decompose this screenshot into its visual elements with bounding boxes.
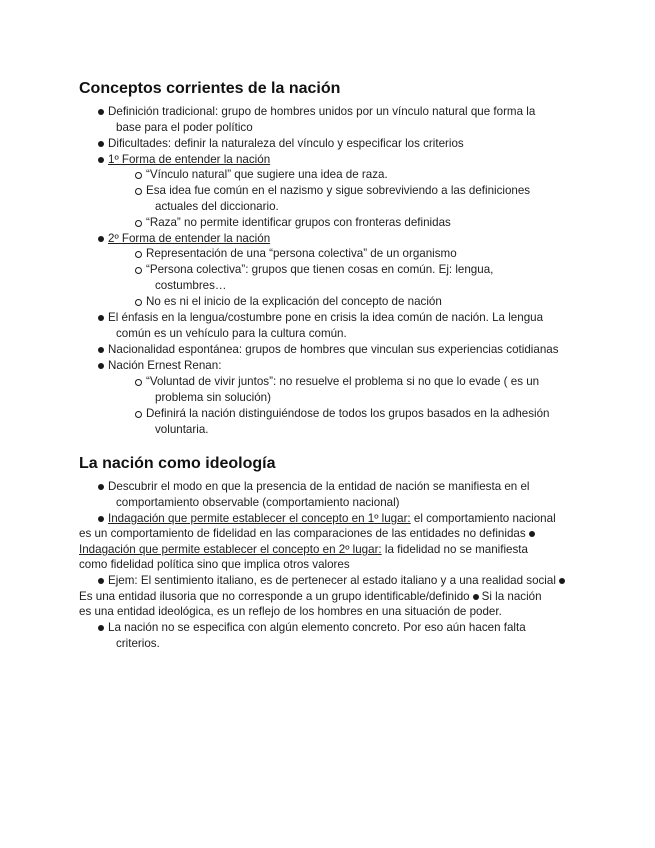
sub-item-definira-line1: Definirá la nación distinguiéndose de todos los grupos basados en la adhesión [146, 407, 550, 420]
bullet-icon [529, 531, 535, 537]
circle-bullet-icon [135, 267, 142, 274]
list-item-descubrir-line1: Descubrir el modo en que la presencia de la entidad de nación se manifiesta en el [108, 480, 530, 493]
circle-bullet-icon [135, 411, 142, 418]
sub-item-voluntad-line2: problema sin solución) [155, 391, 271, 404]
list-item-enfasis-line1: El énfasis en la lengua/costumbre pone en crisis la idea común de nación. La lengua [108, 311, 544, 324]
sub-item-raza: “Raza” no permite identificar grupos con fronteras definidas [146, 216, 451, 229]
ilusoria-text: Es una entidad ilusoria que no corresponde a un grupo identificable/definido [79, 590, 470, 603]
bullet-icon [98, 236, 104, 242]
list-item-indagacion2-line2: como fidelidad política sino que implica otros valores [79, 558, 350, 571]
list-item-ejem-line3: es una entidad ideológica, es un reflejo de los hombres en una situación de poder. [79, 605, 502, 618]
bullet-icon [98, 625, 104, 631]
circle-bullet-icon [135, 379, 142, 386]
list-item-renan: Nación Ernest Renan: [108, 359, 222, 372]
list-item-definicion-line2: base para el poder político [116, 121, 253, 134]
bullet-icon [98, 578, 104, 584]
bullet-icon [559, 578, 565, 584]
bullet-icon [98, 109, 104, 115]
bullet-icon [98, 347, 104, 353]
bullet-icon [98, 363, 104, 369]
list-item-ejem-line1 [108, 573, 568, 588]
sub-item-nazismo-line1: Esa idea fue común en el nazismo y sigue sobreviviendo a las definiciones [146, 184, 531, 197]
list-item-nacionalidad: Nacionalidad espontánea: grupos de hombres que vinculan sus experiencias cotidianas [108, 343, 559, 356]
bullet-icon [98, 315, 104, 321]
sub-item-representacion: Representación de una “persona colectiva” de un organismo [146, 247, 457, 260]
circle-bullet-icon [135, 251, 142, 258]
list-item-enfasis-line2: común es un vehículo para la cultura común. [116, 327, 347, 340]
list-item-forma2: 2º Forma de entender la nación [108, 232, 271, 245]
sub-item-voluntad-line1: “Voluntad de vivir juntos”: no resuelve el problema si no que lo evade ( es un [146, 375, 540, 388]
bullet-icon [98, 516, 104, 522]
ejem-text: Ejem: El sentimiento italiano, es de pertenecer al estado italiano y a una realidad social [108, 574, 556, 587]
circle-bullet-icon [135, 220, 142, 227]
sub-item-vinculo: “Vínculo natural” que sugiere una idea de raza. [146, 168, 388, 181]
si-la-nacion-text: Si la nación [481, 590, 542, 603]
indagacion2-text: la fidelidad no se manifiesta [381, 543, 528, 556]
section-heading-ideologia: La nación como ideología [79, 455, 276, 472]
circle-bullet-icon [135, 188, 142, 195]
indagacion1-text-line2: es un comportamiento de fidelidad en las comparaciones de las entidades no definidas [79, 527, 526, 540]
indagacion2-label: Indagación que permite establecer el concepto en 2º lugar: [79, 543, 382, 556]
circle-bullet-icon [135, 172, 142, 179]
list-item-ejem-line2 [79, 589, 542, 604]
circle-bullet-icon [135, 299, 142, 306]
sub-item-no-es-inicio: No es ni el inicio de la explicación del concepto de nación [146, 295, 442, 308]
section-heading-conceptos: Conceptos corrientes de la nación [79, 80, 341, 97]
list-item-descubrir-line2: comportamiento observable (comportamiento nacional) [116, 496, 400, 509]
list-item-forma1: 1º Forma de entender la nación [108, 153, 271, 166]
list-item-concreto-line2: criterios. [116, 637, 160, 650]
sub-item-nazismo-line2: actuales del diccionario. [155, 200, 279, 213]
list-item-concreto-line1: La nación no se especifica con algún elemento concreto. Por eso aún hacen falta [108, 621, 526, 634]
bullet-icon [473, 594, 479, 600]
indagacion1-text: el comportamiento nacional [410, 512, 556, 525]
list-item-definicion-line1: Definición tradicional: grupo de hombres unidos por un vínculo natural que forma la [108, 105, 536, 118]
sub-item-persona-colectiva-line2: costumbres… [155, 279, 227, 292]
indagacion1-label: Indagación que permite establecer el concepto en 1º lugar: [108, 512, 411, 525]
list-item-indagacion2-line1 [79, 542, 528, 557]
bullet-icon [98, 141, 104, 147]
list-item-dificultades: Dificultades: definir la naturaleza del vínculo y especificar los criterios [108, 137, 464, 150]
list-item-indagacion1-line1 [108, 511, 556, 526]
list-item-indagacion1-line2 [79, 526, 538, 541]
sub-item-persona-colectiva-line1: “Persona colectiva”: grupos que tienen cosas en común. Ej: lengua, [146, 263, 494, 276]
bullet-icon [98, 157, 104, 163]
bullet-icon [98, 484, 104, 490]
sub-item-definira-line2: voluntaria. [155, 423, 209, 436]
